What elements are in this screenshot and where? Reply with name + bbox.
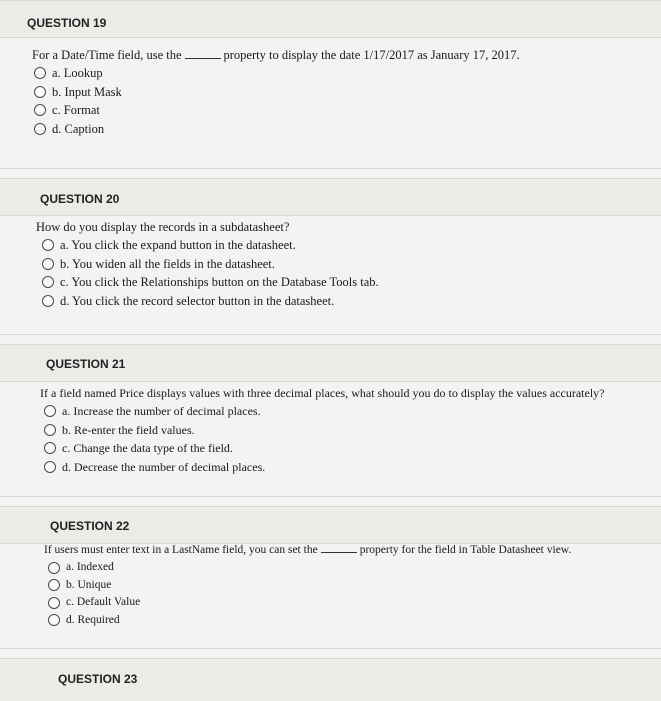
question-20-option-d[interactable]: d. You click the record selector button in the datasheet. [42,292,379,311]
radio-button[interactable] [34,123,46,135]
divider [0,496,661,497]
question-21-option-a[interactable]: a. Increase the number of decimal places. [44,402,605,421]
radio-button[interactable] [42,276,54,288]
radio-button[interactable] [42,295,54,307]
question-19-option-a[interactable]: a. Lookup [34,64,520,83]
question-19-title: QUESTION 19 [27,16,107,30]
radio-button[interactable] [42,239,54,251]
radio-button[interactable] [34,86,46,98]
answer-blank [321,552,357,553]
radio-button[interactable] [44,461,56,473]
question-21-option-d[interactable]: d. Decrease the number of decimal places. [44,458,605,477]
radio-button[interactable] [48,597,60,609]
question-21-option-b[interactable]: b. Re-enter the field values. [44,421,605,440]
question-19-text: For a Date/Time field, use the property to display the date 1/17/2017 as January 17, 2017. [32,48,520,62]
radio-button[interactable] [42,258,54,270]
question-21-body [40,384,605,476]
question-19-body [32,46,520,138]
question-22-option-a[interactable]: a. Indexed [48,559,571,577]
question-20-option-b[interactable]: b. You widen all the fields in the datasheet. [42,255,379,274]
radio-button[interactable] [44,442,56,454]
radio-button[interactable] [44,405,56,417]
question-22-option-c[interactable]: c. Default Value [48,594,571,612]
divider [0,168,661,169]
question-21-title: QUESTION 21 [46,357,126,371]
question-19-option-d[interactable]: d. Caption [34,120,520,139]
question-22-option-d[interactable]: d. Required [48,612,571,630]
question-20-option-c[interactable]: c. You click the Relationships button on the Database Tools tab. [42,273,379,292]
radio-button[interactable] [48,579,60,591]
divider [0,648,661,649]
radio-button[interactable] [34,104,46,116]
question-19-option-c[interactable]: c. Format [34,101,520,120]
question-22-body [44,542,571,629]
radio-button[interactable] [34,67,46,79]
question-22-title: QUESTION 22 [50,519,130,533]
question-19-option-b[interactable]: b. Input Mask [34,83,520,102]
question-21-text: If a field named Price displays values with three decimal places, what should you do to display the values accurately? [40,386,605,400]
question-21-option-c[interactable]: c. Change the data type of the field. [44,439,605,458]
question-20-title: QUESTION 20 [40,192,120,206]
radio-button[interactable] [44,424,56,436]
divider [0,334,661,335]
answer-blank [185,58,221,59]
radio-button[interactable] [48,614,60,626]
question-22-option-b[interactable]: b. Unique [48,577,571,595]
question-22-text: If users must enter text in a LastName field, you can set the property for the field in Table Datasheet view. [44,544,572,556]
question-20-text: How do you display the records in a subdatasheet? [36,220,290,234]
question-20-option-a[interactable]: a. You click the expand button in the datasheet. [42,236,379,255]
question-20-body [36,218,379,310]
question-23-title: QUESTION 23 [58,672,138,686]
radio-button[interactable] [48,562,60,574]
